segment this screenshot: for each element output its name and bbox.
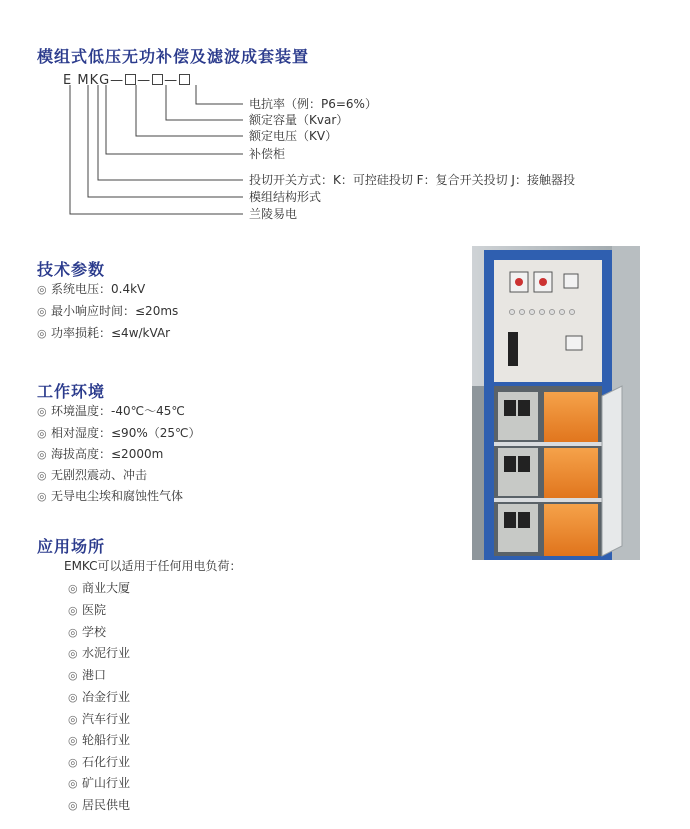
list-item: ◎ 无剧烈震动、冲击 [37,468,148,482]
bullet-icon: ◎ [68,777,78,790]
list-item: ◎ 功率损耗：≤4w/kVAr [37,326,171,340]
section-heading-tech: 技术参数 [37,260,106,279]
bullet-icon: ◎ [68,626,78,639]
list-item: ◎ 居民供电 [68,798,131,812]
app-intro: EMKC可以适用于任何用电负荷： [64,559,242,573]
legend-reactance: 电抗率（例：P6=6%） [249,97,377,111]
list-item: ◎ 学校 [68,625,107,639]
model-code-prefix: E MKG [63,73,111,88]
list-item: ◎ 矿山行业 [68,776,131,790]
list-item: ◎ 石化行业 [68,755,131,769]
bullet-icon: ◎ [37,448,47,461]
list-item: ◎ 港口 [68,668,107,682]
bullet-icon: ◎ [68,799,78,812]
bullet-icon: ◎ [68,756,78,769]
list-item: ◎ 相对湿度：≤90%（25℃） [37,426,201,440]
bullet-icon: ◎ [37,427,47,440]
bullet-icon: ◎ [37,490,47,503]
bullet-icon: ◎ [37,405,47,418]
list-item: ◎ 商业大厦 [68,581,131,595]
list-item: ◎ 冶金行业 [68,690,131,704]
bullet-icon: ◎ [37,305,47,318]
bullet-icon: ◎ [68,691,78,704]
list-item: ◎ 海拔高度：≤2000m [37,447,164,461]
model-code: E MKG— — — [63,73,191,88]
legend-brand: 兰陵易电 [249,207,298,221]
list-item: ◎ 最小响应时间：≤20ms [37,304,179,318]
product-photo [472,246,640,560]
bullet-icon: ◎ [37,283,47,296]
list-item: ◎ 医院 [68,603,107,617]
list-item: ◎ 无导电尘埃和腐蚀性气体 [37,489,184,503]
cabinet-illustration [472,246,640,560]
bullet-icon: ◎ [68,647,78,660]
page-title: 模组式低压无功补偿及滤波成套装置 [37,47,310,66]
legend-rated-capacity: 额定容量（Kvar） [249,113,349,127]
legend-compensation-cabinet: 补偿柜 [249,147,286,161]
list-item: ◎ 汽车行业 [68,712,131,726]
legend-module-structure: 模组结构形式 [249,190,322,204]
bullet-icon: ◎ [37,327,47,340]
bullet-icon: ◎ [68,604,78,617]
section-heading-app: 应用场所 [37,537,106,556]
list-item: ◎ 轮船行业 [68,733,131,747]
bullet-icon: ◎ [37,469,47,482]
list-item: ◎ 系统电压：0.4kV [37,282,146,296]
list-item: ◎ 水泥行业 [68,646,131,660]
bullet-icon: ◎ [68,669,78,682]
legend-switching-mode: 投切开关方式：K：可控硅投切 F：复合开关投切 J：接触器投 [249,173,575,187]
legend-rated-voltage: 额定电压（KV） [249,129,338,143]
bullet-icon: ◎ [68,582,78,595]
section-heading-env: 工作环境 [37,382,106,401]
list-item: ◎ 环境温度：-40℃～45℃ [37,404,185,418]
bullet-icon: ◎ [68,713,78,726]
bullet-icon: ◎ [68,734,78,747]
